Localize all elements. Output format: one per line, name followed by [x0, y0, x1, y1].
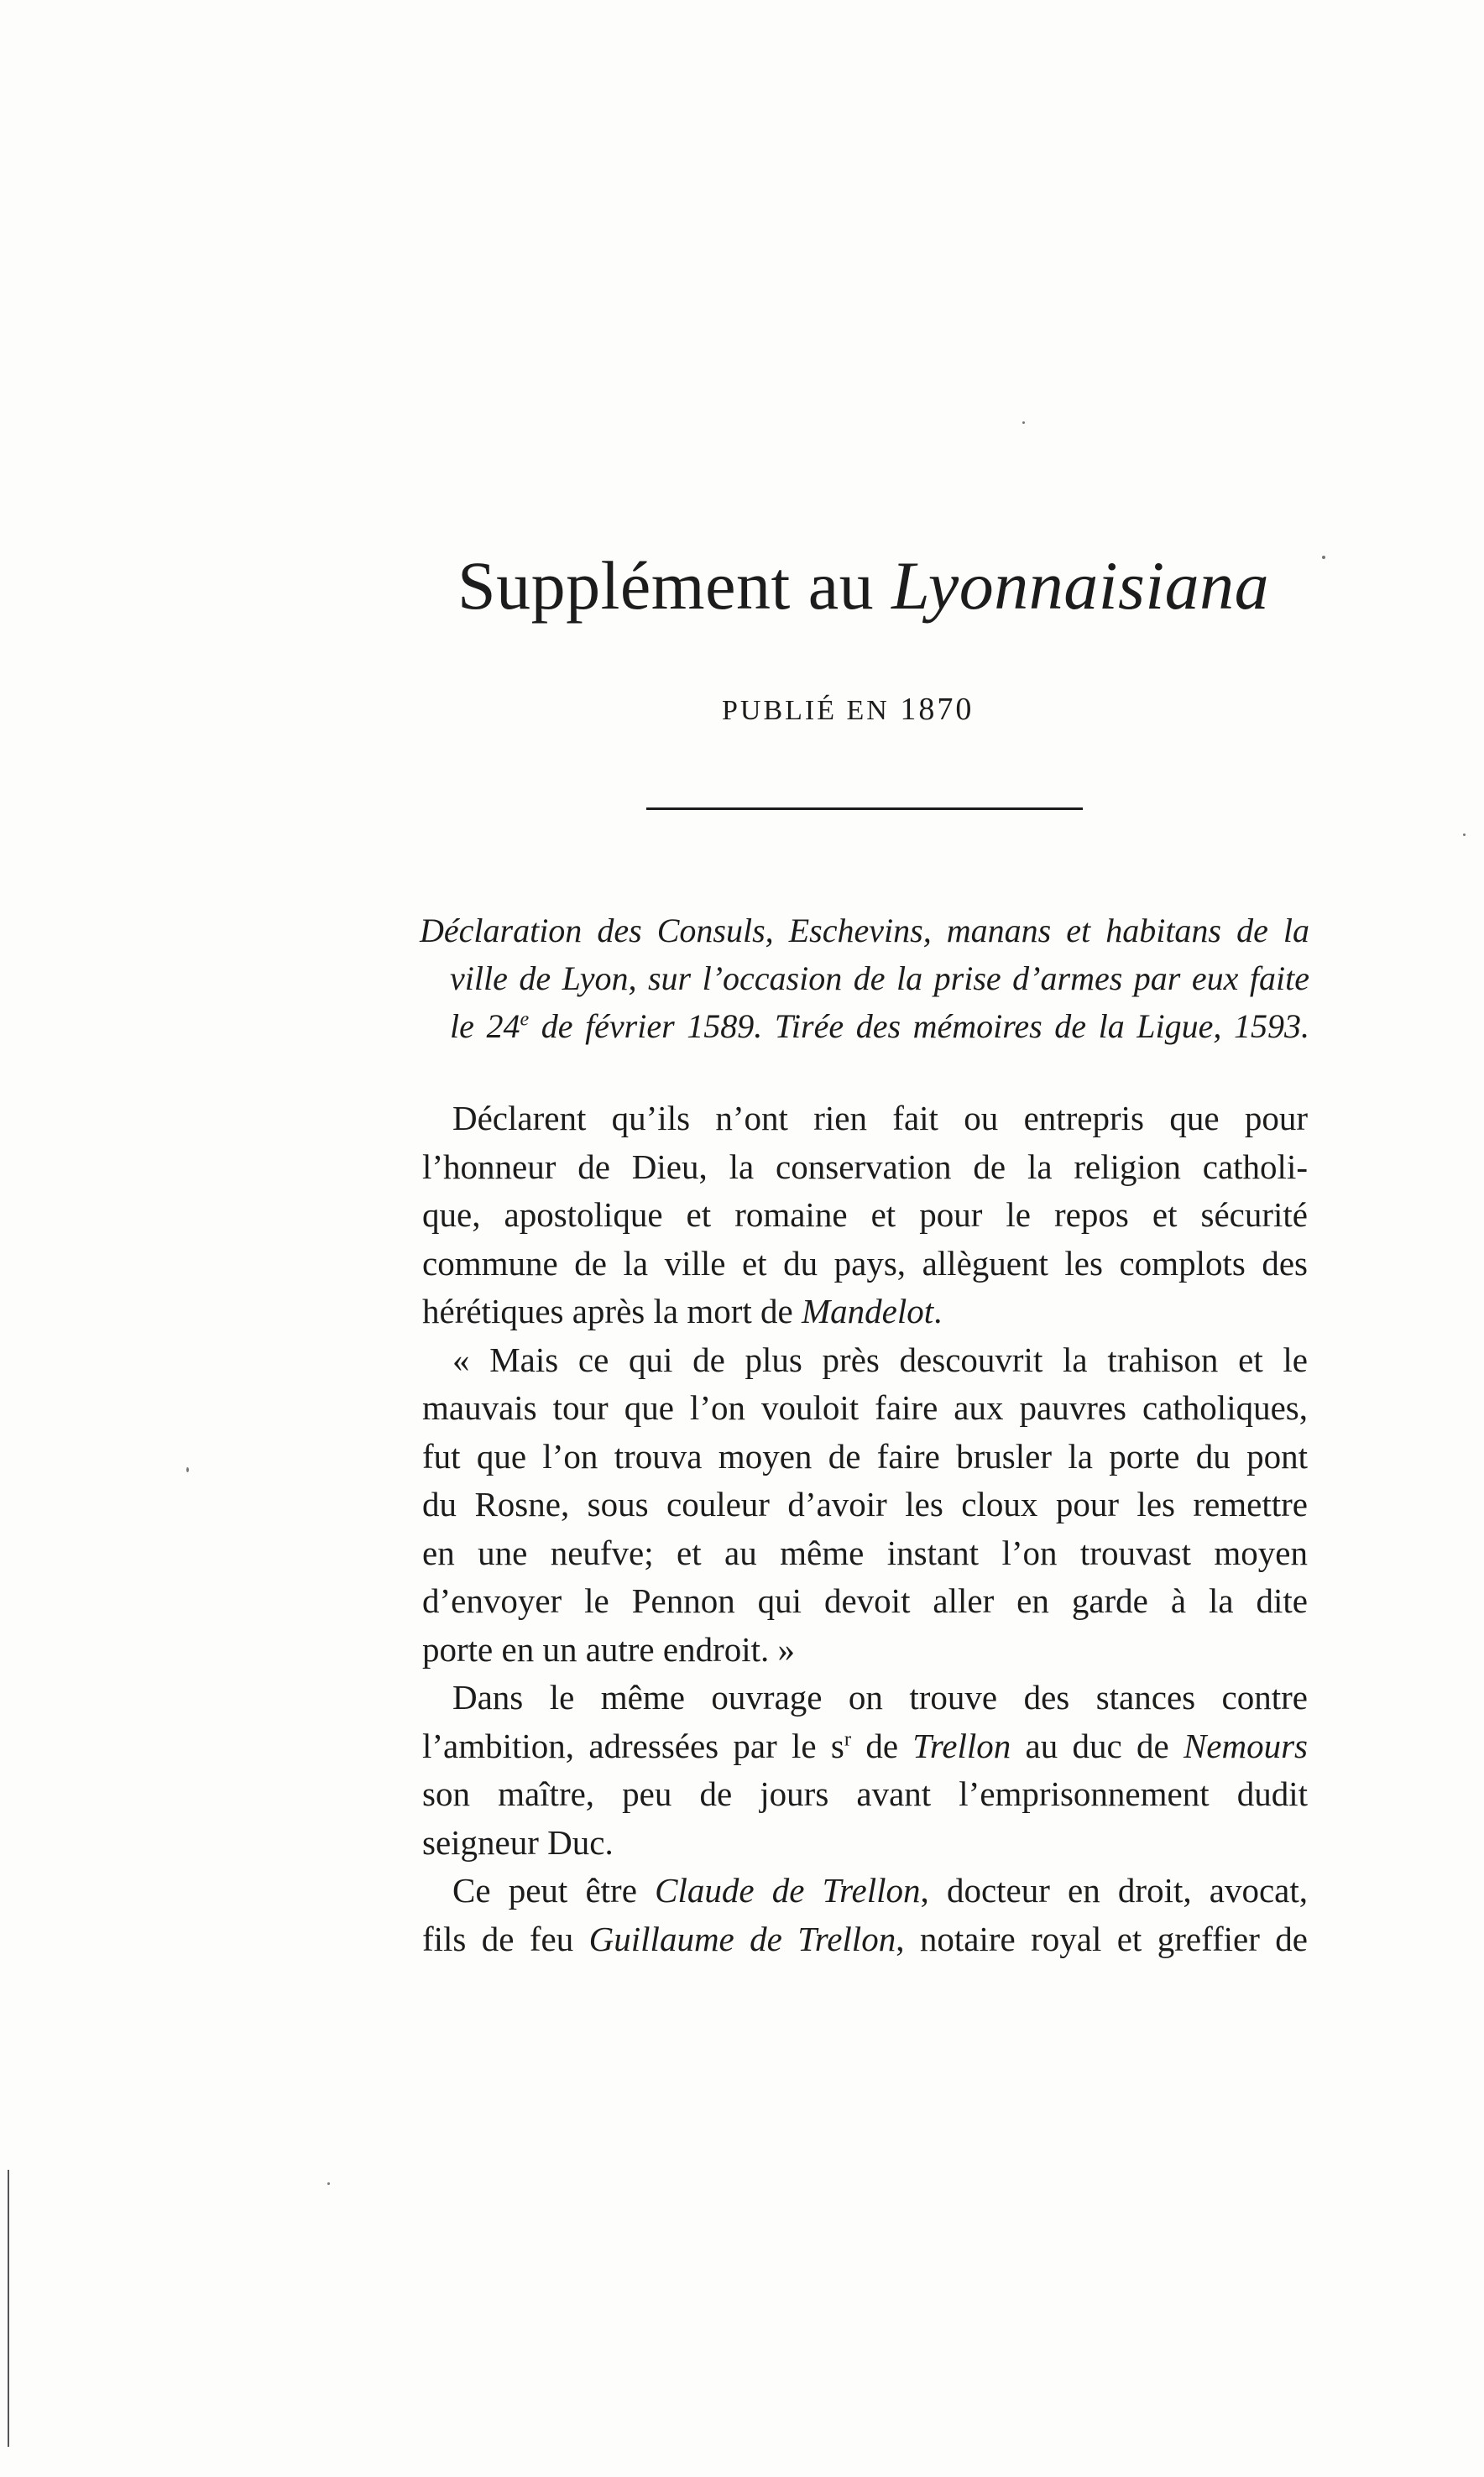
text-line: commune de la ville et du pays, allèguent les complots des — [422, 1243, 1308, 1283]
text-line: d’envoyer le Pennon qui devoit aller en garde à la dite — [422, 1581, 1308, 1620]
text-line: Ce peut être Claude de Trellon, docteur en droit, avocat, — [452, 1871, 1309, 1910]
text-line: hérétiques après la mort de Mandelot. — [422, 1292, 943, 1330]
scan-speck — [1322, 556, 1325, 559]
paragraph — [422, 1336, 1308, 1675]
body-text — [422, 1095, 1308, 1963]
page-title — [457, 544, 1297, 628]
subtitle-text: PUBLIÉ EN — [722, 695, 890, 726]
text-line: fut que l’on trouva moyen de faire brusler la porte du pont — [422, 1436, 1308, 1476]
document-heading — [420, 907, 1309, 1050]
heading-line: le 24e de février 1589. Tirée des mémoires de la Ligue, 1593. — [450, 1007, 1309, 1045]
title-rule — [646, 807, 1083, 810]
text-line: Déclarent qu’ils n’ont rien fait ou entrepris que pour — [452, 1099, 1308, 1137]
text-line: fils de feu Guillaume de Trellon, notaire royal et greffier de — [422, 1919, 1308, 1958]
scan-speck — [327, 2182, 330, 2185]
title-italic: Lyonnaisiana — [891, 547, 1270, 624]
heading-line: ville de Lyon, sur l’occasion de la prise d’armes par eux faite — [450, 959, 1309, 997]
subtitle-year: 1870 — [900, 692, 975, 727]
text-line: son maître, peu de jours avant l’emprisonnement dudit — [422, 1774, 1308, 1813]
heading-line: Déclaration des Consuls, Eschevins, manans et habitans de la — [420, 912, 1309, 949]
text-line: du Rosne, sous couleur d’avoir les cloux pour les remettre — [422, 1485, 1308, 1523]
text-line: que, apostolique et romaine et pour le repos et sécurité — [422, 1195, 1308, 1234]
paragraph — [422, 1867, 1308, 1963]
text-line: l’honneur de Dieu, la conservation de la religion catholi- — [422, 1147, 1308, 1186]
scan-speck — [1463, 834, 1466, 836]
text-line: en une neufve; et au même instant l’on trouvast moyen — [422, 1533, 1308, 1572]
paragraph — [422, 1674, 1308, 1867]
scan-speck — [1022, 421, 1025, 424]
text-line: Dans le même ouvrage on trouve des stances contre — [452, 1678, 1308, 1717]
text-line: porte en un autre endroit. » — [422, 1629, 796, 1669]
text-line: mauvais tour que l’on vouloit faire aux pauvres catholiques, — [422, 1388, 1308, 1427]
page-subtitle — [722, 690, 974, 730]
text-line: « Mais ce qui de plus près descouvrit la trahison et le — [452, 1340, 1308, 1379]
text-line: seigneur Duc. — [422, 1822, 614, 1862]
title-roman: Supplément au — [457, 547, 875, 624]
paragraph — [422, 1095, 1308, 1336]
text-line: l’ambition, adressées par le $s^r$ de Trellon au duc de Nemours — [422, 1726, 1309, 1765]
scan-speck — [186, 1467, 189, 1472]
scan-margin-line — [8, 2170, 9, 2447]
